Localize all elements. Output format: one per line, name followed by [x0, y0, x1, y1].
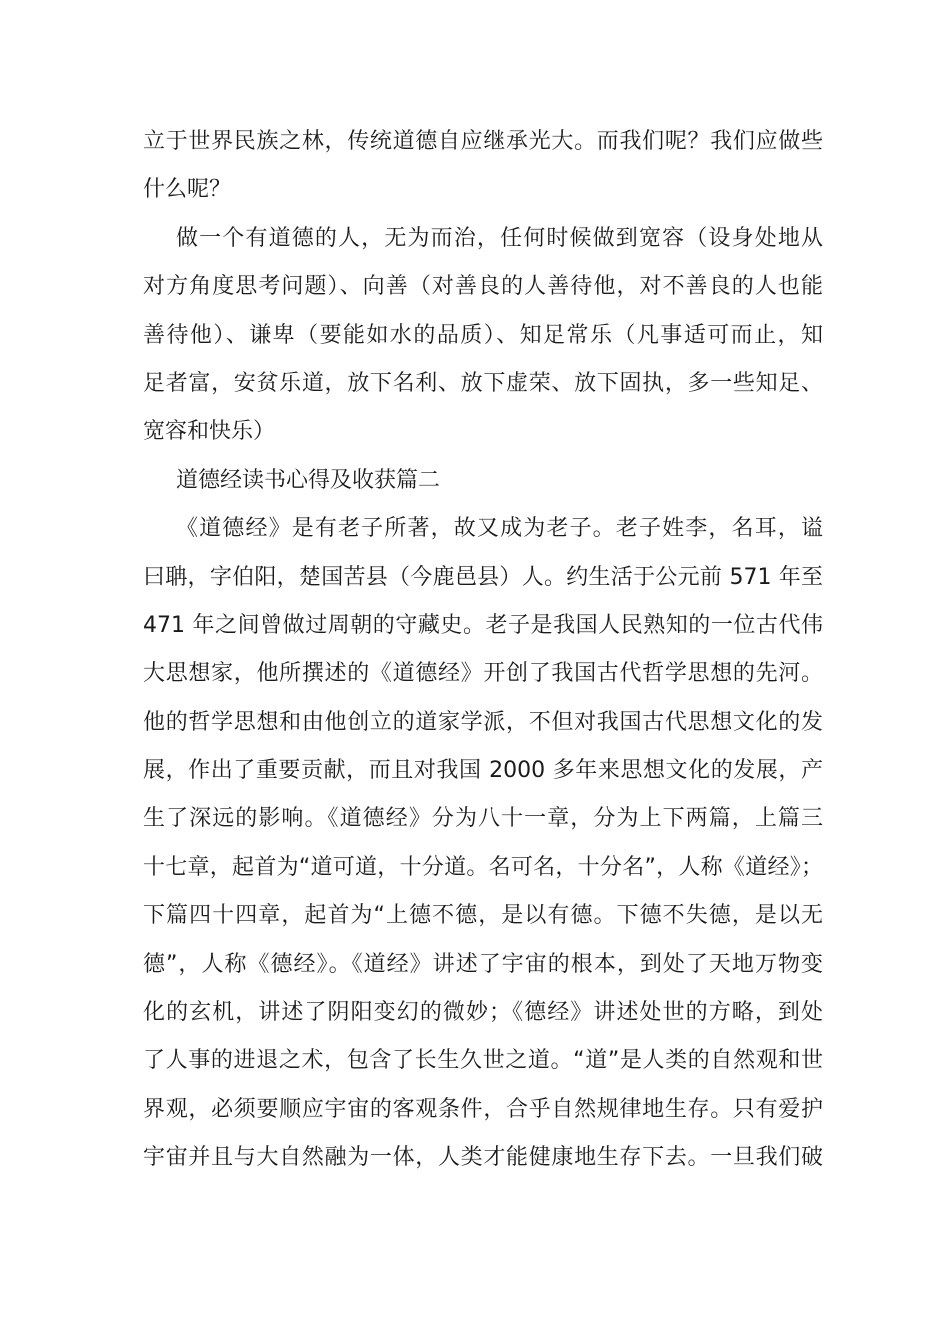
text-line: 大思想家，他所撰述的《道德经》开创了我国古代哲学思想的先河。: [143, 661, 823, 687]
text-line: 曰聃，字伯阳，楚国苦县（今鹿邑县）人。约生活于公元前 571 年至: [143, 564, 823, 590]
text-line: 《道德经》是有老子所著，故又成为老子。老子姓李，名耳，谥: [176, 516, 823, 542]
text-line: 足者富，安贫乐道，放下名利、放下虚荣、放下固执，多一些知足、: [143, 370, 823, 396]
section-heading: [143, 457, 823, 505]
paragraph-3: [143, 505, 823, 1182]
text-line: 善待他）、谦卑（要能如水的品质）、知足常乐（凡事适可而止，知: [143, 322, 823, 348]
paragraph-1: [143, 118, 823, 215]
text-line: 化的玄机，讲述了阴阳变幻的微妙；《德经》讲述处世的方略，到处: [143, 1000, 823, 1026]
paragraph-2: [143, 215, 823, 457]
text-line: 什么呢？: [143, 177, 232, 203]
text-line: 十七章，起首为“道可道，十分道。名可名，十分名”，人称《道经》；: [143, 854, 823, 880]
text-line: 做一个有道德的人，无为而治，任何时候做到宽容（设身处地从: [176, 225, 823, 251]
heading-text: 道德经读书心得及收获篇二: [176, 467, 441, 493]
document-body: [143, 118, 823, 1183]
text-line: 对方角度思考问题）、向善（对善良的人善待他，对不善良的人也能: [143, 274, 823, 300]
text-line: 471 年之间曾做过周朝的守藏史。老子是我国人民熟知的一位古代伟: [143, 612, 823, 638]
text-line: 立于世界民族之林，传统道德自应继承光大。而我们呢？我们应做些: [143, 129, 823, 154]
text-line: 生了深远的影响。《道德经》分为八十一章，分为上下两篇，上篇三: [143, 806, 823, 832]
text-line: 宇宙并且与大自然融为一体，人类才能健康地生存下去。一旦我们破: [143, 1145, 823, 1171]
text-line: 他的哲学思想和由他创立的道家学派，不但对我国古代思想文化的发: [143, 709, 823, 735]
text-line: 德”，人称《德经》。《道经》讲述了宇宙的根本，到处了天地万物变: [143, 951, 823, 977]
text-line: 宽容和快乐）: [143, 419, 276, 445]
text-line: 下篇四十四章，起首为“上德不德，是以有德。下德不失德，是以无: [143, 903, 823, 929]
text-line: 了人事的进退之术，包含了长生久世之道。“道”是人类的自然观和世: [143, 1048, 823, 1074]
text-line: 界观，必须要顺应宇宙的客观条件，合乎自然规律地生存。只有爱护: [143, 1096, 823, 1122]
text-line: 展，作出了重要贡献，而且对我国 2000 多年来思想文化的发展，产: [143, 758, 823, 784]
